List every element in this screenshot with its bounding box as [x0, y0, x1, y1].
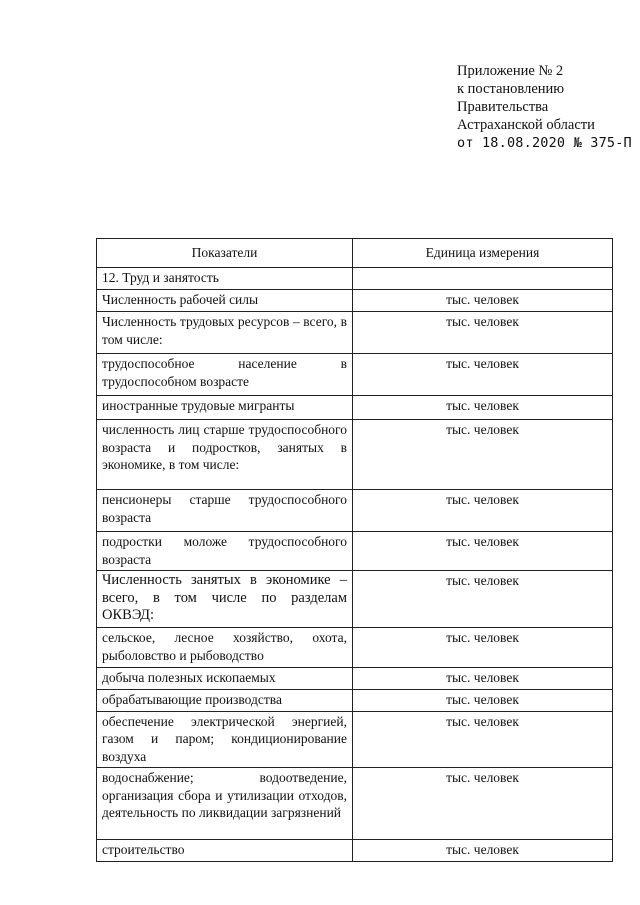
column-header-indicators: Показатели	[97, 239, 353, 268]
unit-cell	[353, 268, 613, 290]
appendix-reference: к постановлению	[457, 81, 565, 97]
unit-cell: тыс. человек	[353, 290, 613, 312]
table-row	[97, 690, 613, 712]
appendix-date: от 18.08.2020 № 375-П	[457, 135, 632, 151]
indicator-cell: 12. Труд и занятость	[97, 268, 353, 290]
table-row	[97, 840, 613, 862]
table-row	[97, 354, 613, 396]
unit-cell: тыс. человек	[353, 532, 613, 571]
table-row	[97, 571, 613, 628]
table-row	[97, 490, 613, 532]
indicator-cell: сельское, лесное хозяйство, охота, рыболовство и рыбоводство	[97, 628, 353, 668]
unit-cell: тыс. человек	[353, 571, 613, 628]
unit-cell: тыс. человек	[353, 354, 613, 396]
unit-cell: тыс. человек	[353, 396, 613, 420]
table-row	[97, 668, 613, 690]
appendix-header	[457, 62, 632, 152]
indicator-cell: подростки моложе трудоспособного возраста	[97, 532, 353, 571]
unit-cell: тыс. человек	[353, 690, 613, 712]
unit-cell: тыс. человек	[353, 628, 613, 668]
indicator-cell: иностранные трудовые мигранты	[97, 396, 353, 420]
table-header-row	[97, 239, 613, 268]
indicator-cell: добыча полезных ископаемых	[97, 668, 353, 690]
table-row	[97, 312, 613, 354]
indicator-cell: Численность трудовых ресурсов – всего, в том числе:	[97, 312, 353, 354]
table-row	[97, 420, 613, 490]
indicator-cell: Численность рабочей силы	[97, 290, 353, 312]
table-row	[97, 290, 613, 312]
table-row	[97, 711, 613, 768]
unit-cell: тыс. человек	[353, 840, 613, 862]
unit-cell: тыс. человек	[353, 711, 613, 768]
unit-cell: тыс. человек	[353, 312, 613, 354]
unit-cell: тыс. человек	[353, 768, 613, 840]
indicator-cell: обеспечение электрической энергией, газом и паром; кондиционирование воздуха	[97, 711, 353, 768]
indicator-cell: строительство	[97, 840, 353, 862]
indicator-cell: обрабатывающие производства	[97, 690, 353, 712]
unit-cell: тыс. человек	[353, 490, 613, 532]
indicators-table	[96, 238, 613, 862]
table-row	[97, 768, 613, 840]
appendix-number: Приложение № 2	[457, 63, 564, 79]
appendix-region: Астраханской области	[457, 117, 595, 133]
indicator-cell: водоснабжение; водоотведение, организация сбора и утилизации отходов, деятельность по ликвидации загрязнений	[97, 768, 353, 840]
unit-cell: тыс. человек	[353, 420, 613, 490]
appendix-authority: Правительства	[457, 99, 549, 115]
table-row	[97, 628, 613, 668]
indicator-cell: трудоспособное население в трудоспособном возрасте	[97, 354, 353, 396]
table-row	[97, 396, 613, 420]
indicator-cell: пенсионеры старше трудоспособного возраста	[97, 490, 353, 532]
table-row	[97, 268, 613, 290]
indicator-cell: Численность занятых в экономике – всего, в том числе по разделам ОКВЭД:	[97, 571, 353, 628]
column-header-unit: Единица измерения	[353, 239, 613, 268]
indicator-cell: численность лиц старше трудоспособного возраста и подростков, занятых в экономике, в том числе:	[97, 420, 353, 490]
table-row	[97, 532, 613, 571]
unit-cell: тыс. человек	[353, 668, 613, 690]
